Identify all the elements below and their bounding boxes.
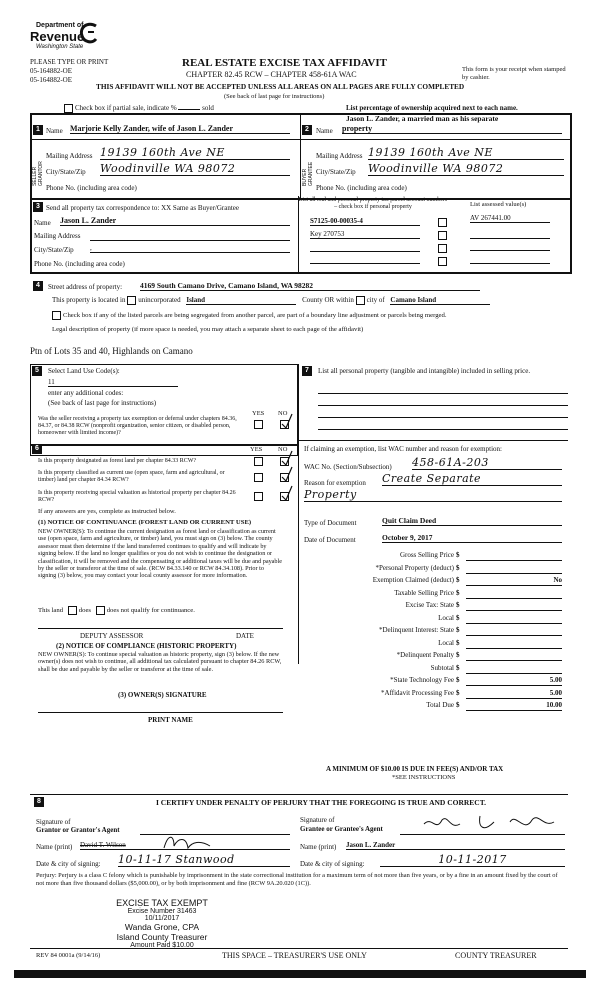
fee-row <box>300 614 564 627</box>
doc-date-label: Date of Document <box>304 536 356 544</box>
stamp-line-3: 10/11/2017 <box>144 915 180 922</box>
corr-name-label: Name <box>34 219 51 227</box>
seller-mail: 19139 160th Ave NE <box>100 146 290 160</box>
assessed-header: List assessed value(s) <box>470 201 527 208</box>
fee-label: Local <box>438 638 454 647</box>
fee-dollar: $ <box>456 613 460 622</box>
fee-row <box>300 551 564 564</box>
fee-dollar: $ <box>456 676 460 684</box>
grantor-sig-label-1: Signature of <box>36 818 71 826</box>
stamp-line-1: EXCISE TAX EXEMPT <box>116 898 208 908</box>
reason-label: Reason for exemption <box>304 479 366 487</box>
revenue-text: Revenue <box>30 29 85 44</box>
doc-date-value: October 9, 2017 <box>382 533 562 543</box>
section-1-number: 1 <box>33 125 43 135</box>
print-name-label: PRINT NAME <box>148 716 193 724</box>
fee-value <box>466 601 562 611</box>
please-type: PLEASE TYPE OR PRINT <box>30 58 109 66</box>
partial-sale: Check box if partial sale, indicate % sold <box>64 104 214 113</box>
fee-row <box>300 576 564 589</box>
parcel-2: Key 270753 <box>310 230 420 239</box>
notice-1-body: NEW OWNER(S): To continue the current designation as forest land or classification as current use (open space, farm and agriculture, or timber) land, you must sign on (3) below. The county assessor must then determine if the land transferred continues to qualify and will indicate by signing below. If the land no longer qualifies or you do not wish to continue the designation or classification, it will be removed and the compensating or additional taxes will be due and payable by the seller or transferor at the time of sale. (RCW 84.33.140 or RCW 84.34.108). Prior to signing (3) below, you may contact your local county assessor for more information. <box>38 528 282 580</box>
fee-row <box>300 626 564 639</box>
fee-value <box>466 639 562 649</box>
fee-label: Exemption Claimed (deduct) <box>372 576 454 584</box>
grantee-name-value: Jason L. Zander <box>346 841 565 850</box>
list-pct-note: List percentage of ownership acquired next to each name. <box>346 104 518 112</box>
footer-rule <box>30 948 568 949</box>
pp-line-4 <box>318 429 568 430</box>
legal-label: Legal description of property (if more space is needed, you may attach a separate sheet to each page of the affidavit) <box>52 326 364 333</box>
fee-label: Total Due <box>426 701 454 709</box>
fee-value: 5.00 <box>466 689 562 699</box>
notice-2-body: NEW OWNER(S): To continue special valuation as historic property, sign (3) below. If the new owner(s) does not wish to continue, all additional tax calculated pursuant to chapter 84.26 RCW, shall be due and payable by the seller or transferor at the time of sale. <box>38 651 282 673</box>
fee-dollar: $ <box>456 551 460 559</box>
grantor-date-label: Date & city of signing: <box>36 860 101 868</box>
parcel-header: List all real and personal property tax parcel account numbers – check box if personal property <box>298 197 448 210</box>
fee-label: *Delinquent Interest: State <box>378 626 454 634</box>
doc-type-label: Type of Document <box>304 519 357 527</box>
stamp-line-4: Wanda Grone, CPA <box>124 922 200 932</box>
section-8-number: 8 <box>34 797 44 807</box>
fee-row <box>300 664 564 677</box>
assessed-3-line <box>470 250 550 251</box>
dor-logo <box>30 22 100 58</box>
fee-value <box>466 551 562 561</box>
fee-dollar: $ <box>456 601 460 609</box>
q3-no-check-mark <box>280 484 294 502</box>
street-address: 4169 South Camano Drive, Camano Island, WA 98282 <box>140 281 480 291</box>
pp-line-2 <box>318 405 568 406</box>
grantor-name-value: David T. Wilson <box>80 841 290 850</box>
section-7-divider <box>298 364 299 664</box>
fee-value <box>466 564 562 574</box>
s5-yes-label: YES <box>252 410 265 417</box>
historic-question: Is this property receiving special valuation as historical property per chapter 84.26 RCW? <box>38 490 236 503</box>
exemption-question: Was the seller receiving a property tax exemption or deferral under chapters 84.36, 84.37, or 84.38 RCW (nonprofit organization, senior citizen, or disabled person, homeowner with limited income)? <box>38 416 237 436</box>
section-6-number: 6 <box>32 444 42 454</box>
q1-yes-checkbox[interactable] <box>254 457 263 466</box>
reason-line-2: Property <box>304 488 562 502</box>
buyer-phone-label: Phone No. (including area code) <box>316 184 407 192</box>
fee-dollar: $ <box>456 588 460 597</box>
seller-name: Marjorie Kelly Zander, wife of Jason L. Zander <box>70 124 290 134</box>
exemption-label: If claiming an exemption, list WAC number and reason for exemption: <box>304 445 502 453</box>
pp-line-3 <box>318 417 568 418</box>
grantee-signature-scribble <box>420 810 560 838</box>
does-not-checkbox[interactable] <box>96 606 105 615</box>
section-5-number: 5 <box>32 366 42 376</box>
fee-table <box>300 551 564 714</box>
grantee-sig-label-1: Signature of <box>300 816 335 824</box>
assessed-1: AV 267441.00 <box>470 214 550 223</box>
minimum-note: A MINIMUM OF $10.00 IS DUE IN FEE(S) AND/OR TAX <box>326 765 504 773</box>
legal-description: Ptn of Lots 35 and 40, Highlands on Camano <box>30 346 193 356</box>
parcel-1-checkbox[interactable] <box>438 218 447 227</box>
see-instructions: *SEE INSTRUCTIONS <box>392 774 456 781</box>
reason-line-1: Create Separate <box>382 472 562 486</box>
fee-label: *Affidavit Processing Fee <box>381 688 454 697</box>
doc-type-value: Quit Claim Deed <box>382 516 562 526</box>
parcel-3-line <box>310 251 420 252</box>
wac-label: WAC No. (Section/Subsection) <box>304 463 392 471</box>
fee-dollar: $ <box>456 651 460 659</box>
city-of-checkbox[interactable] <box>356 296 365 305</box>
notice-1-title: (1) NOTICE OF CONTINUANCE (FOREST LAND OR CURRENT USE) <box>38 519 252 526</box>
buyer-mail-label: Mailing Address <box>316 152 363 160</box>
wac-value: 458-61A-203 <box>412 456 562 470</box>
fee-dollar: $ <box>456 701 460 709</box>
dept-of-text: Department of <box>36 22 84 29</box>
form-code-1: 05-164882-OE <box>30 67 72 75</box>
corr-name: Jason L. Zander <box>60 216 290 226</box>
fee-value <box>466 651 562 661</box>
parcel-1: S7125-00-00035-4 <box>310 217 420 226</box>
corr-phone-label: Phone No. (including area code) <box>34 260 125 268</box>
unincorporated-checkbox[interactable] <box>127 296 136 305</box>
fee-dollar: $ <box>456 563 460 572</box>
s5-yes-checkbox[interactable] <box>254 420 263 429</box>
fee-row <box>300 589 564 602</box>
buyer-mail: 19139 160th Ave NE <box>368 146 564 160</box>
corr-mail-label: Mailing Address <box>34 232 81 240</box>
dor-logo-icon <box>78 22 100 46</box>
parcel-2-checkbox[interactable] <box>438 231 447 240</box>
section-7-number: 7 <box>302 366 312 376</box>
fee-label: Excise Tax: State <box>405 601 454 609</box>
section-4-number: 4 <box>33 281 43 291</box>
fee-value <box>466 664 562 674</box>
corr-city-label: City/State/Zip <box>34 246 74 254</box>
grantee-date-value: 10-11-2017 <box>380 853 565 867</box>
city-of-value: Camano Island <box>390 296 490 305</box>
rev-code: REV 84 0001a (9/14/16) <box>36 952 101 959</box>
fee-label: Local <box>438 613 454 622</box>
treasurer-use: THIS SPACE – TREASURER'S USE ONLY <box>222 951 367 960</box>
fee-dollar: $ <box>456 626 460 634</box>
see-back-header: (See back of last page for instructions) <box>224 93 325 100</box>
form-title: REAL ESTATE EXCISE TAX AFFIDAVIT <box>182 57 387 69</box>
owner-sig-label: (3) OWNER(S) SIGNATURE <box>118 691 207 699</box>
pp-line-1 <box>318 393 568 394</box>
assessed-2-line <box>470 238 550 239</box>
fee-value <box>466 589 562 599</box>
grantor-name-label: Name (print) <box>36 843 73 851</box>
correspondence-label: Send all property tax correspondence to: XX Same as Buyer/Grantee <box>46 204 240 212</box>
grantee-date-label: Date & city of signing: <box>300 860 365 868</box>
fee-dollar: $ <box>456 663 460 672</box>
buyer-side-label: BUYER GRANTEE <box>302 161 314 186</box>
washington-text: Washington State <box>36 44 84 50</box>
stamp-line-2: Excise Number 31463 <box>127 908 197 915</box>
does-checkbox[interactable] <box>68 606 77 615</box>
fee-label: *Delinquent Penalty <box>396 651 454 659</box>
certify-statement: I CERTIFY UNDER PENALTY OF PERJURY THAT THE FOREGOING IS TRUE AND CORRECT. <box>156 798 487 807</box>
buyer-name: property <box>342 124 562 134</box>
buyer-name-top: Jason L. Zander, a married man as his separate <box>346 114 499 123</box>
assessed-4-line <box>470 263 550 264</box>
fee-value: 10.00 <box>466 701 562 711</box>
fee-dollar: $ <box>456 576 460 584</box>
stamp-line-5: Island County Treasurer <box>116 932 208 942</box>
accept-warning: THIS AFFIDAVIT WILL NOT BE ACCEPTED UNLESS ALL AREAS ON ALL PAGES ARE FULLY COMPLETED <box>96 82 465 91</box>
section-8-rule <box>30 794 568 795</box>
fee-value <box>466 626 562 636</box>
parcel-4-checkbox[interactable] <box>438 257 447 266</box>
receipt-note: This form is your receipt when stamped by cashier. <box>462 66 566 81</box>
segregated-row: Check box if any of the listed parcels are being segregated from another parcel, are part of a boundary line adjustment or parcels being merged. <box>52 311 447 320</box>
seller-city-label: City/State/Zip <box>46 168 86 176</box>
grantee-sig-label-2: Grantee or Grantee's Agent <box>300 825 383 833</box>
treasurer-stamp <box>92 898 232 949</box>
seller-mail-label: Mailing Address <box>46 152 93 160</box>
q3-yes-checkbox[interactable] <box>254 492 263 501</box>
section-3-number: 3 <box>33 202 43 212</box>
forest-question: Is this property designated as forest land per chapter 84.33 RCW? <box>38 458 197 464</box>
fee-value: No <box>466 576 562 586</box>
fee-value: 5.00 <box>466 676 562 686</box>
form-chapter: CHAPTER 82.45 RCW – CHAPTER 458-61A WAC <box>186 70 357 79</box>
corr-mail-line <box>90 240 290 241</box>
parcel-4-line <box>310 263 420 264</box>
qualify-row: This land does does not qualify for continuance. <box>38 607 195 615</box>
fee-row <box>300 676 564 689</box>
see-back-5: (See back of last page for instructions) <box>48 399 157 407</box>
grantee-name-label: Name (print) <box>300 843 337 851</box>
buyer-city-label: City/State/Zip <box>316 168 356 176</box>
exemption-divider <box>298 440 568 441</box>
fee-label: Subtotal <box>430 663 454 672</box>
grantor-signature-scribble <box>160 832 220 854</box>
stamp-line-6: Amount Paid $10.00 <box>130 942 194 949</box>
q2-yes-checkbox[interactable] <box>254 473 263 482</box>
fee-label: *State Technology Fee <box>390 676 454 684</box>
if-yes-note: If any answers are yes, complete as instructed below. <box>38 508 176 515</box>
personal-property-label: List all personal property (tangible and intangible) included in selling price. <box>318 367 531 375</box>
deputy-label: DEPUTY ASSESSOR <box>80 632 144 640</box>
corr-city: , <box>90 244 290 253</box>
q2-no-check-mark <box>280 465 294 483</box>
unincorporated-value: Island <box>186 296 296 305</box>
fee-label: *Personal Property (deduct) <box>375 563 454 572</box>
s5-no-check-mark <box>280 412 294 430</box>
fee-row <box>300 564 564 577</box>
fee-label: Gross Selling Price <box>399 551 454 559</box>
fee-value <box>466 614 562 624</box>
fee-row <box>300 689 564 702</box>
s5-no-label: NO <box>278 410 288 417</box>
seller-city: Woodinville WA 98072 <box>100 162 290 176</box>
s6-yes-label: YES <box>250 446 263 453</box>
deputy-sig-line <box>38 628 283 629</box>
parcel-3-checkbox[interactable] <box>438 244 447 253</box>
fee-label: Taxable Selling Price <box>394 588 454 597</box>
section-2-number: 2 <box>302 125 312 135</box>
fee-row <box>300 651 564 664</box>
current-use-question: Is this property classified as current use (open space, farm and agricultural, or timber) land per chapter 84.34 RCW? <box>38 470 225 483</box>
located-row: This property is located in unincorporated Island County OR within city of Camano Island <box>52 296 490 305</box>
grantor-sig-label-2: Grantor or Grantor's Agent <box>36 826 120 834</box>
bottom-bar <box>14 970 586 978</box>
seller-name-label: Name <box>46 127 63 135</box>
partial-sale-checkbox[interactable] <box>64 104 73 113</box>
seller-side-label: SELLER GRANTOR <box>32 161 44 186</box>
county-treasurer: COUNTY TREASURER <box>455 951 537 960</box>
land-use-label: Select Land Use Code(s): <box>48 367 120 375</box>
fee-row <box>300 601 564 614</box>
owner-sig-line <box>38 712 283 713</box>
segregated-checkbox[interactable] <box>52 311 61 320</box>
fee-dollar: $ <box>456 688 460 697</box>
additional-codes: enter any additional codes: <box>48 389 124 397</box>
deputy-date-label: DATE <box>236 632 254 640</box>
buyer-city: Woodinville WA 98072 <box>368 162 564 176</box>
notice-2-title: (2) NOTICE OF COMPLIANCE (HISTORIC PROPERTY) <box>56 642 237 650</box>
form-code-2: 05-164882-OE <box>30 76 72 84</box>
seller-phone-label: Phone No. (including area code) <box>46 184 137 192</box>
perjury-notice: Perjury: Perjury is a class C felony which is punishable by imprisonment in the state correctional institution for a maximum term of not more than five years, or by a fine in an amount fixed by the court of not more than five thousand dollars ($5,000.00), or by both imprisonment and fine (RCW 9A.20.020 (1C)). <box>36 872 558 887</box>
s6-no-label: NO <box>278 446 288 453</box>
grantor-date-value: 10-11-17 Stanwood <box>118 853 290 867</box>
land-use-value: 11 <box>48 378 178 387</box>
buyer-name-label: Name <box>316 127 333 135</box>
fee-dollar: $ <box>456 638 460 647</box>
street-label: Street address of property: <box>48 283 123 291</box>
fee-row <box>300 639 564 652</box>
fee-row <box>300 701 564 714</box>
